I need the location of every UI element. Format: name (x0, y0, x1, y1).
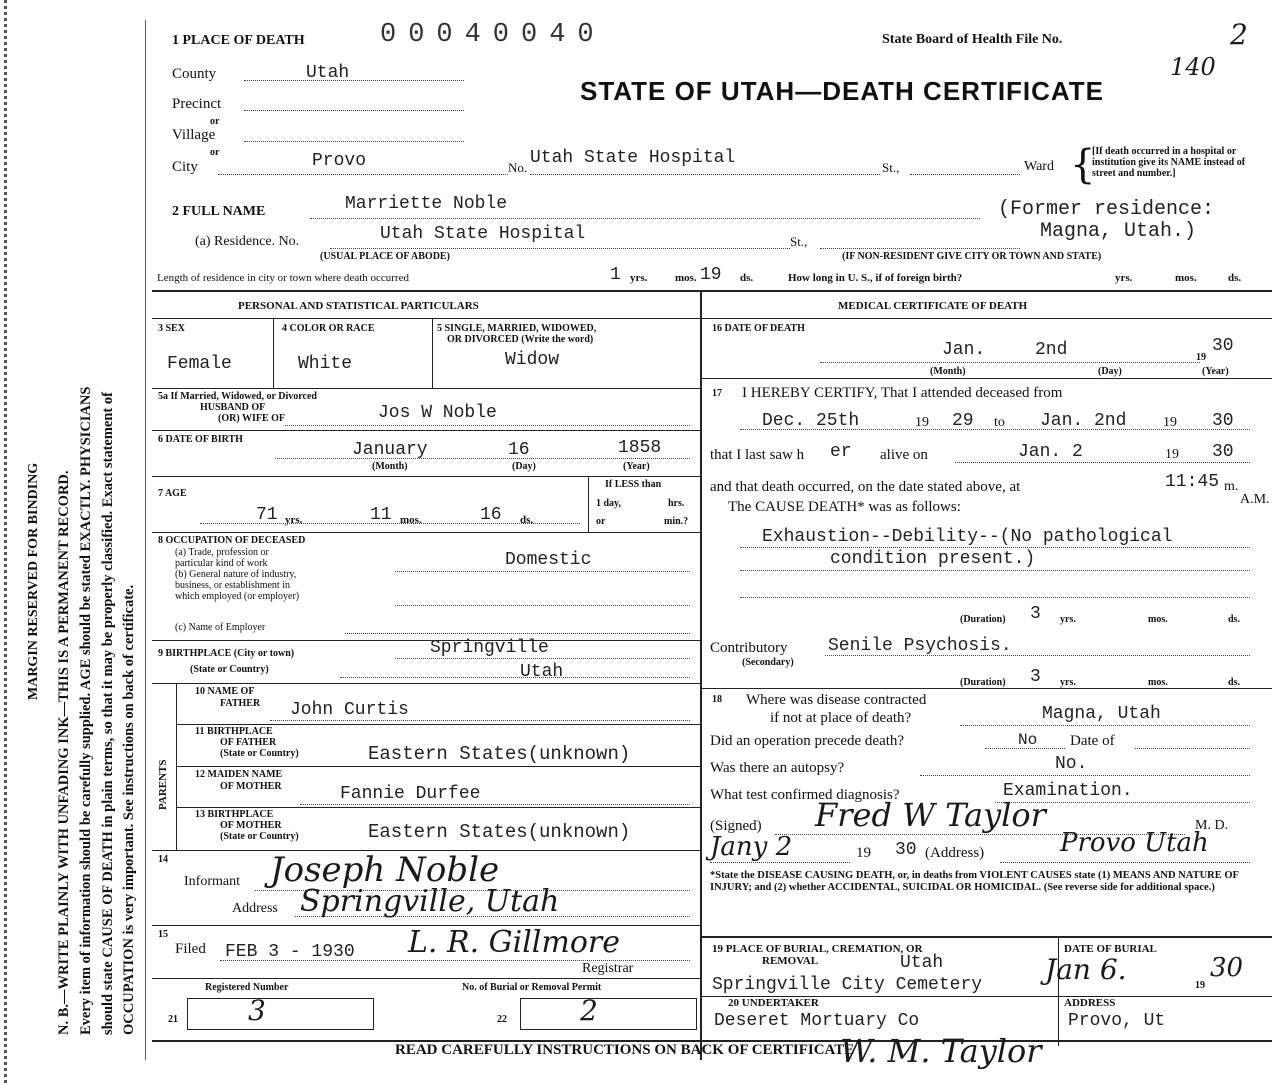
age-years: 71 (256, 505, 278, 525)
footer-signature: W. M. Taylor (840, 1032, 1042, 1070)
certificate-title: STATE OF UTAH—DEATH CERTIFICATE (580, 76, 1104, 106)
margin-reserved: MARGIN RESERVED FOR BINDING (26, 462, 41, 700)
registered-number-box (187, 998, 374, 1030)
marital-value: Widow (505, 350, 560, 370)
father-birthplace: Eastern States(unknown) (368, 743, 631, 765)
burial-permit-number: 2 (580, 994, 598, 1027)
margin-rule (145, 20, 146, 1060)
occupation-value: Domestic (505, 550, 592, 570)
place-of-death-label: 1 PLACE OF DEATH (172, 33, 305, 48)
residence-value: Utah State Hospital (380, 224, 586, 244)
edge-noise (4, 0, 7, 1083)
former-residence-2: Magna, Utah.) (1040, 220, 1197, 243)
filed-date: FEB 3 - 1930 (225, 942, 355, 962)
burial-state: Utah (900, 953, 944, 973)
sex-value: Female (167, 354, 232, 374)
where-contracted: Magna, Utah (1042, 704, 1161, 724)
physician-address: Provo Utah (1060, 828, 1209, 858)
ward-label: Ward (1024, 159, 1054, 174)
precinct-label: Precinct (172, 96, 222, 112)
dob-month: January (352, 440, 428, 460)
cause-line-1: Exhaustion--Debility--(No pathological (762, 527, 1173, 547)
registrar-signature: L. R. Gillmore (408, 925, 621, 960)
father-name: John Curtis (290, 700, 409, 720)
full-name-value: Marriette Noble (345, 194, 508, 214)
physician-signature: Fred W Taylor (815, 796, 1046, 834)
county-value: Utah (306, 63, 350, 83)
age-days: 16 (480, 505, 502, 525)
file-number-label: State Board of Health File No. (882, 32, 1063, 47)
certify-text: I HEREBY CERTIFY, That I attended deceased from (742, 385, 1063, 401)
contributory-duration: 3 (1030, 667, 1041, 687)
undertaker-address: Provo, Ut (1068, 1011, 1166, 1031)
last-seen-date: Jan. 2 (1018, 442, 1083, 462)
margin-line-3: should state CAUSE OF DEATH in plain terms, so that it may be properly classified. Exact statement of (100, 392, 116, 1035)
length-of-residence-label: Length of residence in city or town where death occurred (157, 272, 409, 284)
mother-name: Fannie Durfee (340, 784, 481, 804)
autopsy-value: No. (1055, 754, 1088, 774)
file-number: 2 (1230, 18, 1248, 51)
file-number-2: 140 (1170, 53, 1216, 81)
margin-line-2: Every item of information should be carefully supplied. AGE should be stated EXACTLY. PHYSICIANS (78, 386, 94, 1035)
death-street-value: Utah State Hospital (530, 148, 736, 168)
death-month: Jan. (942, 340, 986, 360)
informant-address-label: Address (232, 901, 278, 916)
filed-label: Filed (175, 941, 206, 957)
county-label: County (172, 66, 217, 82)
village-label: Village (172, 127, 216, 143)
cause-note: *State the DISEASE CAUSING DEATH, or, in deaths from VIOLENT CAUSES state (1) MEANS AND NATURE OF INJURY; and (2) whether ACCIDENTAL, SUICIDAL OR HOMICIDAL. (See reverse side for additional space.) (710, 870, 1239, 893)
parents-label: PARENTS (157, 759, 169, 810)
residence-label: (a) Residence. No. (195, 234, 300, 249)
dob-day: 16 (508, 440, 530, 460)
informant-address: Springville, Utah (300, 884, 560, 919)
personal-header: PERSONAL AND STATISTICAL PARTICULARS (238, 300, 479, 312)
former-residence: (Former residence: (998, 198, 1215, 221)
full-name-label: 2 FULL NAME (172, 204, 266, 219)
informant-signature: Joseph Noble (270, 850, 500, 890)
dob-year: 1858 (618, 438, 662, 458)
cause-label: The CAUSE DEATH* was as follows: (728, 499, 961, 515)
death-year: 30 (1212, 336, 1234, 356)
color-value: White (298, 354, 353, 374)
ward-brace: { (1070, 142, 1096, 188)
undertaker: Deseret Mortuary Co (714, 1011, 920, 1031)
burial-place: Springville City Cemetery (712, 975, 983, 995)
signed-date: Jany 2 (710, 832, 793, 862)
city-label: City (172, 159, 198, 175)
test-value: Examination. (1003, 781, 1133, 801)
husband-value: Jos W Noble (378, 403, 497, 423)
city-value: Provo (312, 151, 367, 171)
mother-birthplace: Eastern States(unknown) (368, 821, 631, 843)
cause-duration: 3 (1030, 604, 1041, 624)
contributory-label: Contributory (710, 640, 788, 656)
margin-line-1: N. B.—WRITE PLAINLY WITH UNFADING INK—THIS IS A PERMANENT RECORD. (56, 470, 72, 1035)
death-day: 2nd (1035, 340, 1068, 360)
registered-number: 3 (248, 994, 266, 1027)
attended-from: Dec. 25th (762, 411, 860, 431)
medical-header: MEDICAL CERTIFICATE OF DEATH (838, 300, 1028, 312)
cause-line-2: condition present.) (830, 549, 1036, 569)
age-months: 11 (370, 505, 392, 525)
stamp-number: 00040040 (380, 20, 606, 50)
ward-note: [If death occurred in a hospital or institution give its NAME instead of street and number.] (1092, 146, 1246, 179)
burial-permit-box (520, 998, 697, 1030)
burial-date: Jan 6. (1045, 953, 1127, 986)
birthplace-state: Utah (520, 662, 564, 682)
contributory-value: Senile Psychosis. (828, 636, 1012, 656)
attended-to: Jan. 2nd (1040, 411, 1127, 431)
read-instructions: READ CAREFULLY INSTRUCTIONS ON BACK OF CERTIFICATE (395, 1042, 855, 1058)
operation-value: No (1018, 731, 1038, 749)
burial-year: 30 (1210, 953, 1244, 983)
birthplace-city: Springville (430, 638, 549, 658)
margin-line-4: OCCUPATION is very important. See instructions on back of certificate. (121, 584, 137, 1035)
informant-label: Informant (184, 874, 240, 889)
death-time: 11:45 (1165, 472, 1220, 492)
